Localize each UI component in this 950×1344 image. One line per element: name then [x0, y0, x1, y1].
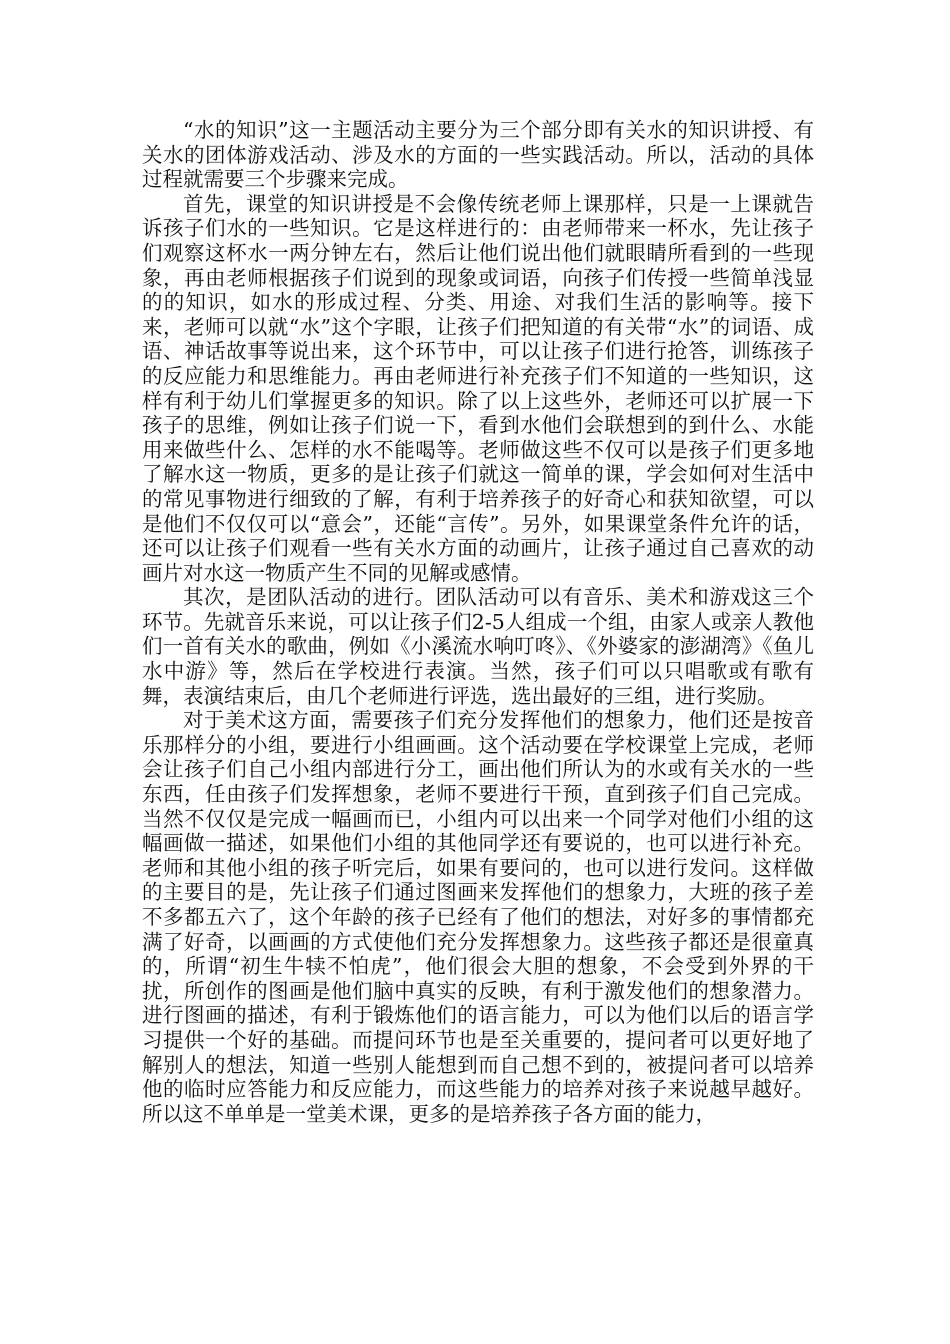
paragraph-classroom-lecture: 首先，课堂的知识讲授是不会像传统老师上课那样，只是一上课就告诉孩子们水的一些知识。它是这样进行的：由老师带来一杯水，先让孩子们观察这杯水一两分钟左右，然后让他们说出他们就眼睛所看到的一些现象，再由老师根据孩子们说到的现象或词语，向孩子们传授一些简单浅显的的知识，如水的形成过程、分类、用途、对我们生活的影响等。接下来，老师可以就“水”这个字眼，让孩子们把知道的有关带“水”的词语、成语、神话故事等说出来，这个环节中，可以让孩子们进行抢答，训练孩子的反应能力和思维能力。再由老师进行补充孩子们不知道的一些知识，这样有利于幼儿们掌握更多的知识。除了以上这些外，老师还可以扩展一下孩子的思维，例如让孩子们说一下，看到水他们会联想到的到什么、水能用来做些什么、怎样的水不能喝等。老师做这些不仅可以是孩子们更多地了解水这一物质，更多的是让孩子们就这一简单的课，学会如何对生活中的常见事物进行细致的了解，有利于培养孩子的好奇心和获知欲望，可以是他们不仅仅可以“意会”，还能“言传”。另外，如果课堂条件允许的话，还可以让孩子们观看一些有关水方面的动画片，让孩子通过自己喜欢的动画片对水这一物质产生不同的见解或感情。 [142, 191, 814, 585]
document-body [142, 118, 814, 1126]
paragraph-art-activity: 对于美术这方面，需要孩子们充分发挥他们的想象力，他们还是按音乐那样分的小组，要进行小组画画。这个活动要在学校课堂上完成，老师会让孩子们自己小组内部进行分工，画出他们所认为的水或有关水的一些东西，任由孩子们发挥想象，老师不要进行干预，直到孩子们自己完成。当然不仅仅是完成一幅画而已，小组内可以出来一个同学对他们小组的这幅画做一描述，如果他们小组的其他同学还有要说的，也可以进行补充。老师和其他小组的孩子听完后，如果有要问的，也可以进行发问。这样做的主要目的是，先让孩子们通过图画来发挥他们的想象力，大班的孩子差不多都五六了，这个年龄的孩子已经有了他们的想法，对好多的事情都充满了好奇，以画画的方式使他们充分发挥想象力。这些孩子都还是很童真的，所谓“初生牛犊不怕虎”，他们很会大胆的想象，不会受到外界的干扰，所创作的图画是他们脑中真实的反映，有利于激发他们的想象潜力。进行图画的描述，有利于锻炼他们的语言能力，可以为他们以后的语言学习提供一个好的基础。而提问环节也是至关重要的，提问者可以更好地了解别人的想法，知道一些别人能想到而自己想不到的，被提问者可以培养他的临时应答能力和反应能力，而这些能力的培养对孩子来说越早越好。所以这不单单是一堂美术课，更多的是培养孩子各方面的能力， [142, 708, 814, 1126]
paragraph-team-activity: 其次，是团队活动的进行。团队活动可以有音乐、美术和游戏这三个环节。先就音乐来说，可以让孩子们2-5人组成一个组，由家人或亲人教他们一首有关水的歌曲，例如《小溪流水响叮咚》、《外婆家的澎湖湾》《鱼儿水中游》等，然后在学校进行表演。当然，孩子们可以只唱歌或有歌有舞，表演结束后，由几个老师进行评选，选出最好的三组，进行奖励。 [142, 585, 814, 708]
paragraph-intro: “水的知识”这一主题活动主要分为三个部分即有关水的知识讲授、有关水的团体游戏活动、涉及水的方面的一些实践活动。所以，活动的具体过程就需要三个步骤来完成。 [142, 118, 814, 192]
